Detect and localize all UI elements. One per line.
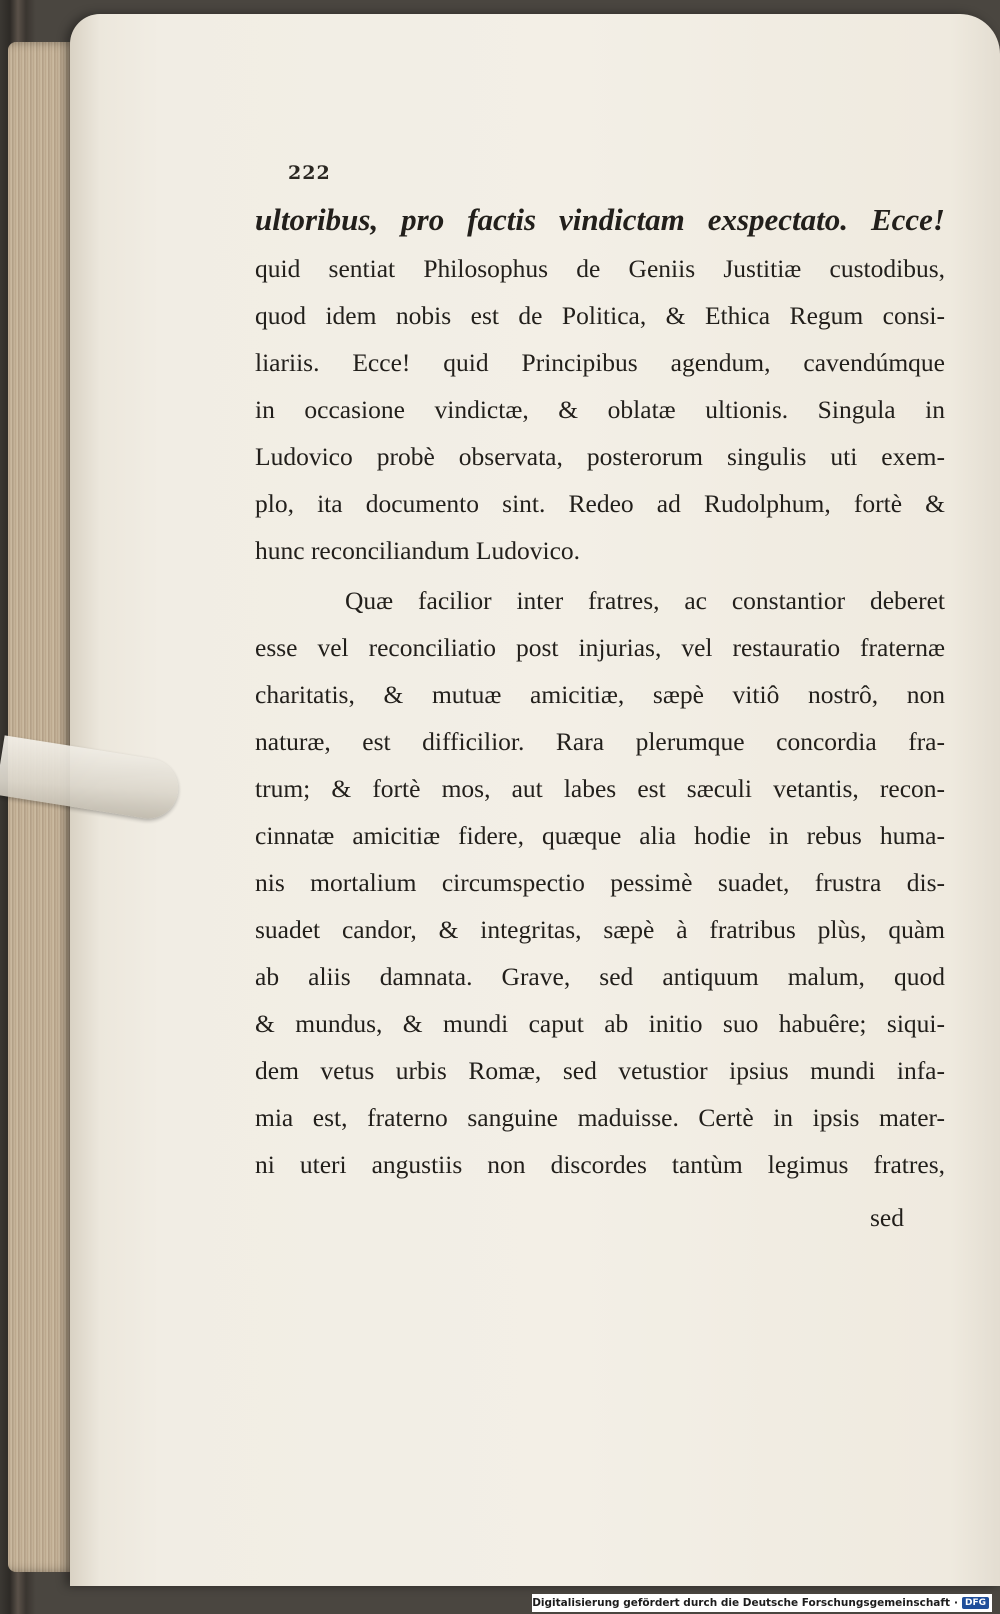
text-line: hunc reconciliandum Ludovico. — [255, 536, 581, 565]
text-line: naturæ, est difficilior. Rara plerumque concordia fra- — [255, 727, 945, 756]
text-line: Ludovico probè observata, posterorum singulis uti exem- — [255, 442, 945, 471]
text-line: Quæ facilior inter fratres, ac constantior deberet — [345, 586, 945, 615]
text-line: suadet candor, & integritas, sæpè à fratribus plùs, quàm — [255, 915, 945, 944]
text-line: esse vel reconciliatio post injurias, vel restauratio fraternæ — [255, 633, 945, 662]
text-line: charitatis, & mutuæ amicitiæ, sæpè vitiô nostrô, non — [255, 680, 945, 709]
text-line: quid sentiat Philosophus de Geniis Justitiæ custodibus, — [255, 254, 945, 283]
catchword: sed — [870, 1203, 904, 1232]
text-line: ni uteri angustiis non discordes tantùm legimus fratres, — [255, 1150, 945, 1179]
text-line: plo, ita documento sint. Redeo ad Rudolphum, fortè & — [255, 489, 945, 518]
text-line: in occasione vindictæ, & oblatæ ultionis. Singula in — [255, 395, 945, 424]
text-line: liariis. Ecce! quid Principibus agendum, cavendúmque — [255, 348, 945, 377]
text-line: mia est, fraterno sanguine maduisse. Certè in ipsis mater- — [255, 1103, 945, 1132]
text-line: dem vetus urbis Romæ, sed vetustior ipsius mundi infa- — [255, 1056, 945, 1085]
text-line: ultoribus, pro factis vindictam exspectato. Ecce! — [255, 202, 945, 237]
text-line: ab aliis damnata. Grave, sed antiquum malum, quod — [255, 962, 945, 991]
text-line: quod idem nobis est de Politica, & Ethica Regum consi- — [255, 301, 945, 330]
text-line: nis mortalium circumspectio pessimè suadet, frustra dis- — [255, 868, 945, 897]
page-number: 222 — [288, 162, 331, 184]
credit-text: Digitalisierung gefördert durch die Deutsche Forschungsgemeinschaft — [532, 1597, 950, 1609]
dfg-logo-icon: DFG — [962, 1597, 989, 1609]
digitization-credit — [532, 1594, 992, 1612]
text-line: & mundus, & mundi caput ab initio suo habuêre; siqui- — [255, 1009, 945, 1038]
book-page-edges — [8, 42, 78, 1572]
credit-separator: · — [953, 1597, 958, 1609]
text-line: cinnatæ amicitiæ fidere, quæque alia hodie in rebus huma- — [255, 821, 945, 850]
text-line: trum; & fortè mos, aut labes est sæculi vetantis, recon- — [255, 774, 945, 803]
